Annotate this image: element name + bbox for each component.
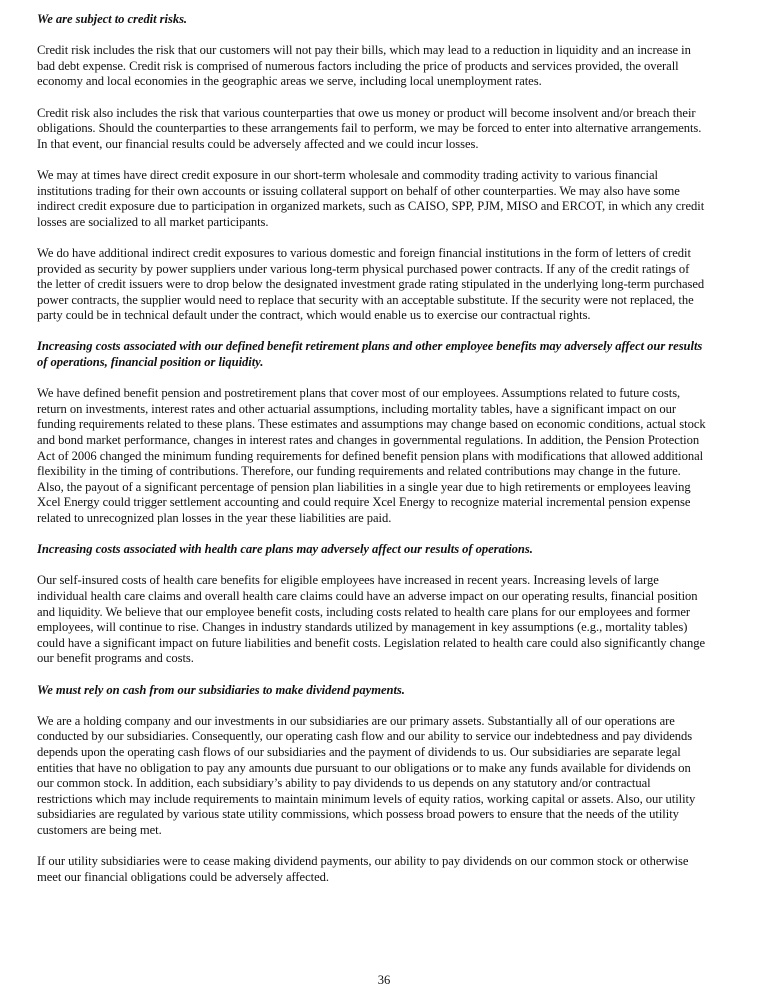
- section-health-care: [37, 542, 749, 667]
- page-number: 36: [377, 973, 391, 987]
- paragraph: We are a holding company and our investments in our subsidiaries are our primary assets. Substantially all of our operations are conducted by our subsidiaries. Consequently, our operating cash flow and our ability to service our indebtedness and pay dividends depends upon the operating cash flows of our subsidiaries and the payment of dividends to us. Our subsidiaries are separate legal entities that have no obligation to pay any amounts due pursuant to our obligations or to make any funds available for dividends on our common stock. In addition, each subsidiary’s ability to pay dividends to us depends on any statutory and/or contractual restrictions which may include requirements to maintain minimum levels of equity ratios, working capital or assets. Also, our utility subsidiaries are regulated by various state utility commissions, which possess broad powers to ensure that the needs of the utility customers are being met.: [37, 713, 696, 837]
- paragraph: If our utility subsidiaries were to cease making dividend payments, our ability to pay dividends on our common stock or otherwise meet our financial obligations could be adversely affected.: [37, 854, 689, 884]
- section-retirement-plans: [37, 339, 749, 526]
- paragraph: Our self-insured costs of health care benefits for eligible employees have increased in recent years. Increasing levels of large individual health care claims and overall health care claims could have an adverse impact on our operating results, financial position and liquidity. We believe that our employee benefit costs, including costs related to health care plans for our employees and former employees, will continue to rise. Changes in industry standards utilized by management in key assumptions (e.g., mortality tables) could have a significant impact on future liabilities and benefit costs. Legislation related to health care could also significantly change our benefit programs and costs.: [37, 573, 705, 666]
- section-heading: Increasing costs associated with our defined benefit retirement plans and other employee benefits may adversely affect our results of operations, financial position or liquidity.: [37, 339, 703, 370]
- paragraph: Credit risk includes the risk that our customers will not pay their bills, which may lead to a reduction in liquidity and an increase in bad debt expense. Credit risk is comprised of numerous factors including the price of products and services provided, the overall economy and local economies in the geographic areas we serve, including local unemployment rates.: [37, 43, 691, 89]
- document-page: [37, 12, 749, 901]
- section-dividends: [37, 683, 749, 886]
- paragraph: We do have additional indirect credit exposures to various domestic and foreign financial institutions in the form of letters of credit provided as security by power suppliers under various long-term physical purchased power contracts. If any of the credit ratings of the letter of credit issuers were to drop below the designated investment grade rating stipulated in the underlying long-term purchased power contracts, the supplier would need to replace that security with an acceptable substitute. If the security were not replaced, the party could be in technical default under the contract, which would enable us to exercise our contractual rights.: [37, 245, 705, 323]
- paragraph: We have defined benefit pension and postretirement plans that cover most of our employees. Assumptions related to future costs, return on investments, interest rates and other actuarial assumptions, including mortality tables, have a significant impact on our funding requirements related to these plans. These estimates and assumptions may change based on economic conditions, actual stock and bond market performance, changes in interest rates and changes in governmental regulations. In addition, the Pension Protection Act of 2006 changed the minimum funding requirements for defined benefit pension plans with modifications that allowed additional flexibility in the timing of contributions. Therefore, our funding requirements and related contributions may change in the future. Also, the payout of a significant percentage of pension plan liabilities in a single year due to high retirements or employees leaving Xcel Energy could trigger settlement accounting and could require Xcel Energy to recognize material incremental pension expense related to unrecognized plan losses in the year these liabilities are paid.: [37, 386, 706, 525]
- section-heading: We are subject to credit risks.: [37, 12, 188, 26]
- paragraph: Credit risk also includes the risk that various counterparties that owe us money or product will become insolvent and/or breach their obligations. Should the counterparties to these arrangements fail to perform, we may be forced to enter into alternative arrangements. In that event, our financial results could be adversely affected and we could incur losses.: [37, 105, 702, 151]
- section-heading: We must rely on cash from our subsidiaries to make dividend payments.: [37, 682, 405, 697]
- paragraph: We may at times have direct credit exposure in our short-term wholesale and commodity trading activity to various financial institutions trading for their own accounts or issuing collateral support on behalf of other counterparties. We may also have some indirect credit exposure due to participation in organized markets, such as CAISO, SPP, PJM, MISO and ERCOT, in which any credit losses are socialized to all market participants.: [37, 167, 705, 229]
- section-heading: Increasing costs associated with health care plans may adversely affect our results of operations.: [37, 542, 533, 557]
- section-credit-risks: [37, 12, 749, 324]
